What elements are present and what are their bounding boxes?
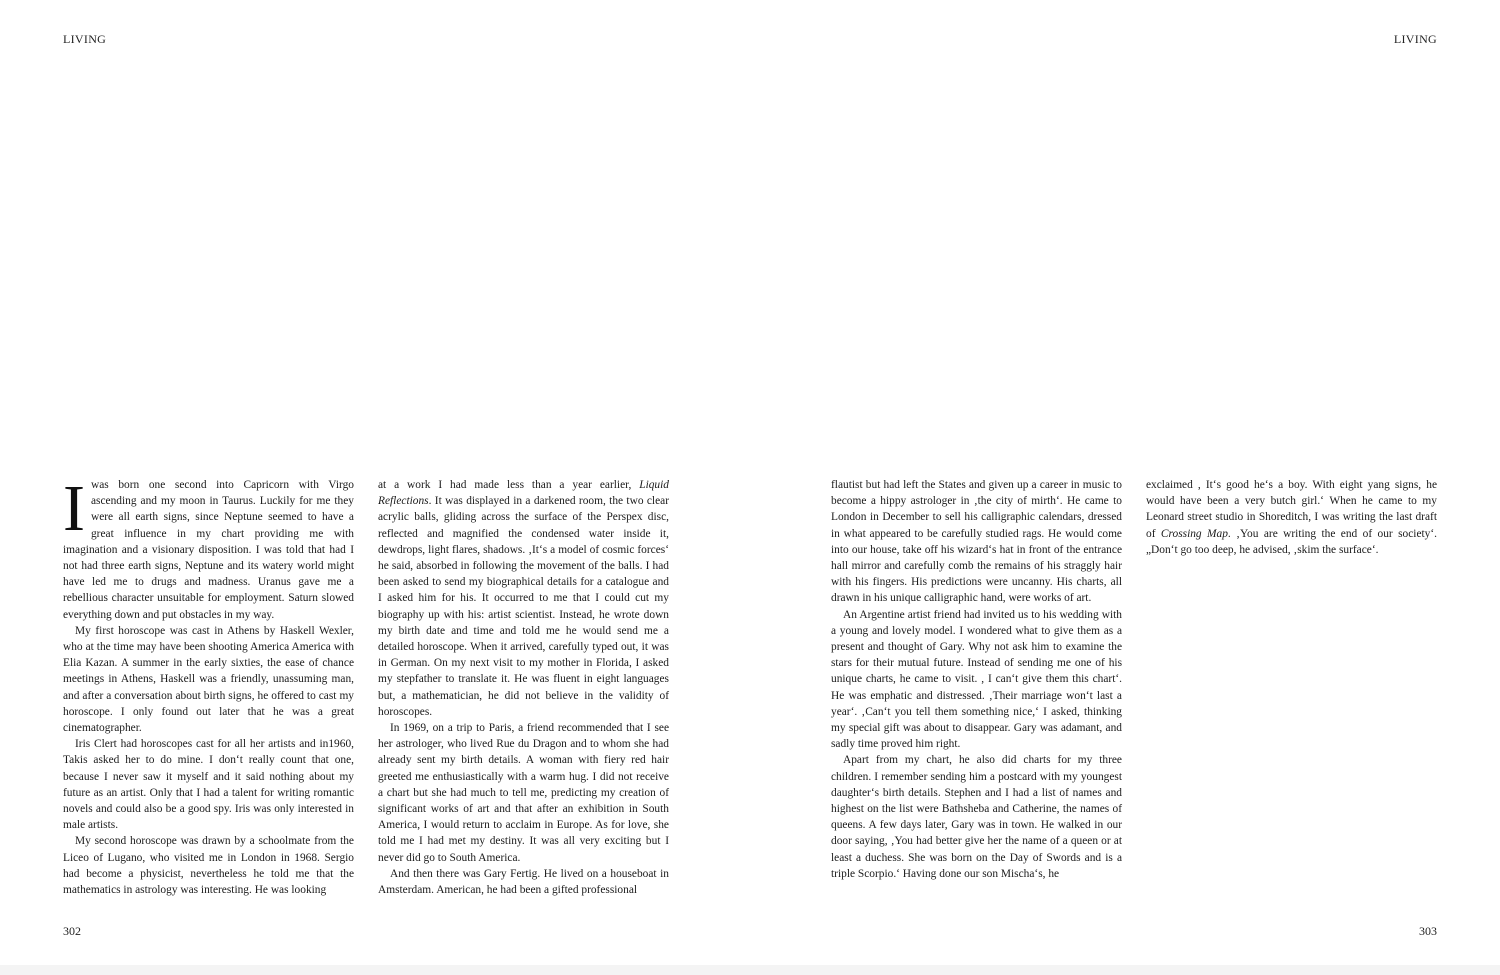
paragraph xyxy=(1146,477,1437,558)
drop-cap: I xyxy=(63,472,85,545)
paragraph-text: at a work I had made less than a year earlier, xyxy=(378,479,640,491)
paragraph-text: . ‚You are writing the end of our society‘. „Don‘t go too deep, he advised, ‚skim the surface‘. xyxy=(1146,527,1438,556)
paragraph xyxy=(63,472,354,623)
text-column-2 xyxy=(378,477,669,898)
paragraph-text: was born one second into Capricorn with Virgo ascending and my moon in Taurus. Luckily for me they were all earth signs, since Neptune seemed to have a great influence in my chart providing me with imagination and a visionary disposition. I was told that had I not had three earth signs, Neptune and its watery world might have led me to drugs and madness. Uranus gave me a rebellious character unsuitable for employment. Saturn slowed everything down and put obstacles in my way. xyxy=(63,479,354,621)
paragraph-text: . It was displayed in a darkened room, the two clear acrylic balls, gliding across the surface of the Perspex disc, reflected and magnified the condensed water inside it, dewdrops, light flares, shadows. ‚It‘s a model of cosmic forces‘ he said, absorbed in following the movement of the balls. I had been asked to send my biographical details for a catalogue and I asked him for his. It occurred to me that I could cut my biography up with his: artist scientist. Instead, he wrote down my birth date and time and told me he would send me a detailed horoscope. When it arrived, carefully typed out, it was in German. On my next visit to my mother in Florida, I asked my stepfather to translate it. He was fluent in eight languages but, a mathematician, he did not believe in the validity of horoscopes. xyxy=(378,495,669,718)
paragraph: An Argentine artist friend had invited us to his wedding with a young and lovely model. I wondered what to give them as a present and thought of Gary. Why not ask him to examine the stars for their mutual future. Instead of sending me one of his unique charts, he came to visit. , I can‘t give them this chart‘. He was emphatic and distressed. ‚Their marriage won‘t last a year‘. ‚Can‘t you tell them something nice,‘ I asked, thinking my special gift was about to disappear. Gary was adamant, and sadly time proved him right. xyxy=(831,608,1122,751)
paragraph: Apart from my chart, he also did charts for my three children. I remember sending him a postcard with my youngest daughter‘s birth details. Stephen and I had a list of names and highest on the list were Bathsheba and Catherine, the names of queens. A few days later, Gary was in town. He walked in our door saying, ‚You had better give her the name of a queen or at least a duchess. She was born on the Day of Swords and is a triple Scorpio.‘ Having done our son Mischa‘s, he xyxy=(831,754,1122,880)
paragraph: And then there was Gary Fertig. He lived on a houseboat in Amsterdam. American, he had been a gifted professional xyxy=(378,867,669,897)
paragraph: flautist but had left the States and given up a career in music to become a hippy astrologer in ‚the city of mirth‘. He came to London in December to sell his calligraphic calendars, dressed in what appeared to be carefully studied rags. He would come into our house, take off his wizard‘s hat in front of the entrance hall mirror and carefully comb the remains of his straggly hair with his fingers. His predictions were uncanny. His charts, all drawn in his unique calligraphic hand, were works of art. xyxy=(831,479,1122,605)
artwork-title: Liquid Reflections xyxy=(378,479,669,508)
page-number-right: 303 xyxy=(1419,924,1437,938)
book-title: Crossing Map xyxy=(1160,527,1228,540)
paragraph xyxy=(378,477,669,720)
running-head-right: LIVING xyxy=(1393,32,1437,46)
paragraph: In 1969, on a trip to Paris, a friend recommended that I see her astrologer, who lived Rue du Dragon and to whom she had already sent my birth details. A woman with fiery red hair greeted me enthusiastically with a warm hug. I did not receive a chart but she had much to tell me, predicting my creation of significant works of art and that after an exhibition in South America, I would return to acclaim in Europe. As for love, she told me I had met my destiny. It was all very exciting but I never did go to South America. xyxy=(378,722,669,864)
paragraph-text: exclaimed , It‘s good he‘s a boy. With eight yang signs, he would have been a very butch girl.‘ When he came to my Leonard street studio in Shoreditch, I was writing the last draft of xyxy=(1146,479,1437,540)
text-column-1 xyxy=(63,472,354,898)
page-bottom-edge xyxy=(0,965,1500,975)
page-number-left: 302 xyxy=(63,924,81,938)
paragraph: Iris Clert had horoscopes cast for all her artists and in1960, Takis asked her to do mine. I don‘t really count that one, because I never saw it myself and it said nothing about my future as an artist. Only that I had a talent for writing romantic novels and could also be a good spy. Iris was only interested in male artists. xyxy=(63,738,354,832)
paragraph: My first horoscope was cast in Athens by Haskell Wexler, who at the time may have been shooting America America with Elia Kazan. A summer in the early sixties, the ease of chance meetings in Athens, Haskell was a friendly, unassuming man, and after a conversation about birth signs, he offered to cast my horoscope. I only found out later that he was a great cinematographer. xyxy=(63,624,354,735)
running-head-left: LIVING xyxy=(63,32,107,46)
text-column-4 xyxy=(1146,477,1437,558)
text-column-3 xyxy=(831,477,1122,882)
paragraph: My second horoscope was drawn by a schoolmate from the Liceo of Lugano, who visited me in London in 1968. Sergio had become a physicist, nevertheless he told me that the mathematics in astrology was interesting. He was looking xyxy=(63,835,354,897)
